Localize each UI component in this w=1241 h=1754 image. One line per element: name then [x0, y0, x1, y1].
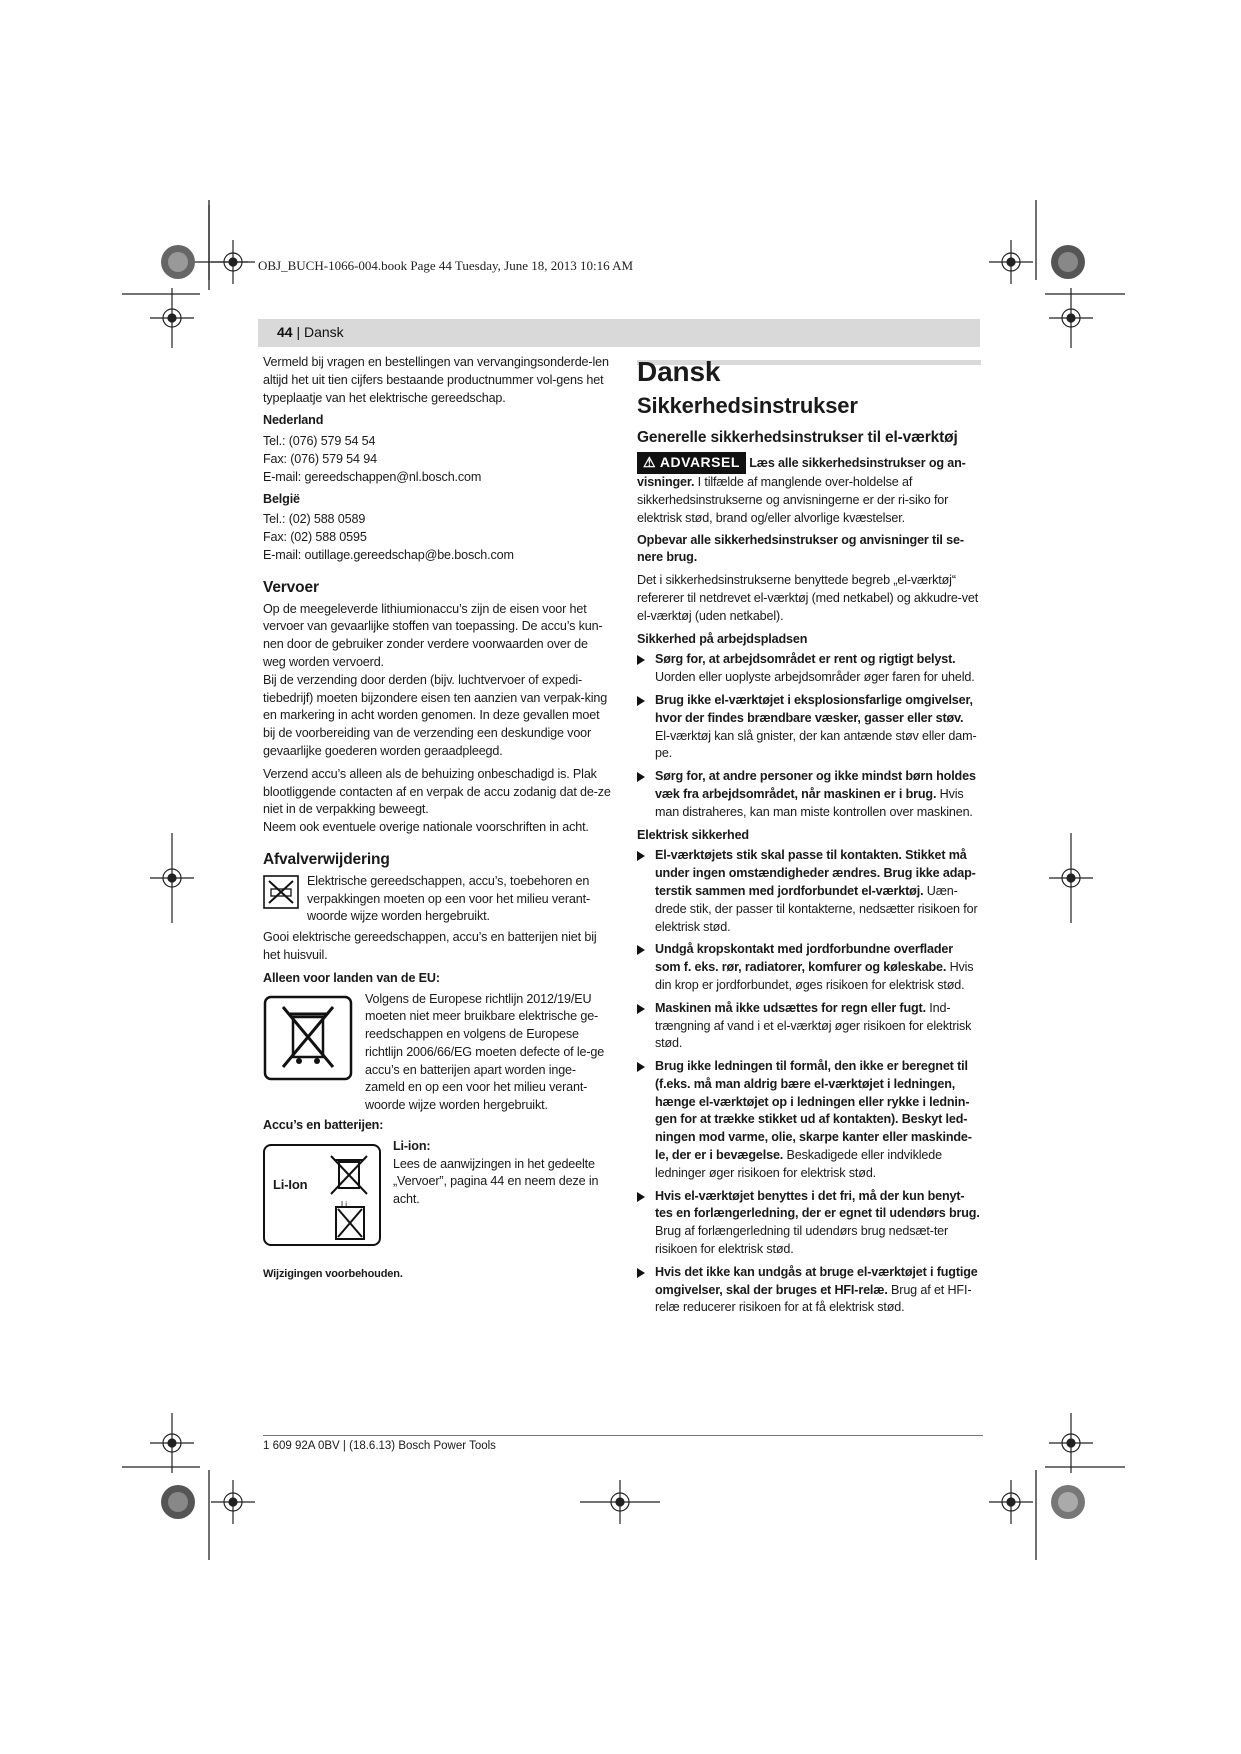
bullet-9-bold: Hvis det ikke kan undgås at bruge el-værktøjet i fugtige omgivelser, skal der bruges et HFI-relæ.: [655, 1264, 978, 1297]
nl-mail: E-mail: gereedschappen@nl.bosch.com: [263, 469, 482, 484]
vervoer-p4: Neem ook eventuele overige nationale voorschriften in acht.: [263, 820, 589, 835]
vervoer-p2: Bij de verzending door derden (bijv. luchtvervoer of expedi-tiebedrijf) moeten bijzondere eisen ten aanzien van verpak-king en markering in acht worden genomen. In deze gevallen moet bij de voorbereiding van de verzending een deskundige voor gevaarlijke goederen worden geraadpleegd.: [263, 672, 608, 758]
print-slug: OBJ_BUCH-1066-004.book Page 44 Tuesday, June 18, 2013 10:16 AM: [258, 258, 634, 273]
afval-title: Afvalverwijdering: [263, 850, 390, 868]
page-number: 44: [277, 324, 293, 340]
safety-title: Sikkerhedsinstrukser: [637, 392, 858, 418]
header-bar: [258, 319, 980, 347]
bullet-arrow-icon: [637, 772, 645, 782]
running-header: 44 | Dansk: [277, 324, 344, 340]
bullet-arrow-icon: [637, 1004, 645, 1014]
liion-title: Li-ion:: [393, 1138, 431, 1153]
footer-text: 1 609 92A 0BV | (18.6.13) Bosch Power Tools: [263, 1440, 496, 1452]
bullet-9-text: Brug af et HFI-relæ reducerer risikoen for at få elektrisk stød.: [655, 1282, 972, 1315]
bullet-arrow-icon: [637, 696, 645, 706]
be-fax: Fax: (02) 588 0595: [263, 530, 367, 545]
battery-bin-icon: [335, 1206, 365, 1240]
accu-title: Accu’s en batterijen:: [263, 1118, 384, 1133]
crossed-bin-icon: [263, 995, 353, 1081]
eu-title: Alleen voor landen van de EU:: [263, 970, 440, 985]
bullet-2-bold: Brug ikke el-værktøjet i eksplosionsfarlige omgivelser, hvor der findes brændbare væsker, gasser eller støv.: [655, 692, 973, 725]
bullet-4-bold: El-værktøjets stik skal passe til kontakten. Stikket må under ingen omstændigheder ændres. Brug ikke adap-terstik sammen med jordforbundet el-værktøj.: [655, 848, 976, 898]
bullet-arrow-icon: [637, 945, 645, 955]
vervoer-p3: Verzend accu’s alleen als de behuizing onbeschadigd is. Plak blootliggende contacten af en verpak de accu zodanig dat de-ze niet in de verpakking beweegt.: [263, 766, 611, 817]
electrical-safety-title: Elektrisk sikkerhed: [637, 827, 749, 842]
bullet-arrow-icon: [637, 655, 645, 665]
bullet-3-text: Hvis man distraheres, kan man miste kontrollen over maskinen.: [655, 786, 973, 819]
bullet-arrow-icon: [637, 1268, 645, 1278]
bullet-4-text: Uæn-drede stik, der passer til kontakterne, nedsætter risikoen for elektrisk stød.: [655, 883, 978, 934]
intro-text: Vermeld bij vragen en bestellingen van vervangingsonderde-len altijd het uit tien cijfers bestaande productnummer vol-gens het typeplaatje van het elektrische gereedschap.: [263, 355, 609, 405]
bullet-2-text: El-værktøj kan slå gnister, der kan antænde støv eller dam-pe.: [655, 728, 977, 761]
bullet-6: [637, 1000, 981, 1053]
bullet-7: [637, 1058, 981, 1183]
bullet-1-bold: Sørg for, at arbejdsområdet er rent og rigtigt belyst.: [655, 652, 956, 667]
bullet-4: [637, 847, 981, 936]
bullet-1-text: Uorden eller uoplyste arbejdsområder øger faren for uheld.: [655, 670, 975, 685]
bullet-8-bold: Hvis el-værktøjet benyttes i det fri, må der kun benyt-tes en forlængerledning, der er egnet til udendørs brug.: [655, 1188, 980, 1221]
vervoer-title: Vervoer: [263, 578, 319, 596]
vervoer-p1: Op de meegeleverde lithiumionaccu’s zijn de eisen voor het vervoer van gevaarlijke stoffen van toepassing. De accu’s kun-nen door de gebruiker zonder verdere voorwaarden over de weg worden vervoerd.: [263, 601, 603, 669]
liion-bin-icon: [327, 1152, 371, 1198]
bullet-arrow-icon: [637, 1192, 645, 1202]
bullet-3: [637, 768, 981, 821]
liion-text: Lees de aanwijzingen in het gedeelte „Vervoer”, pagina 44 en neem deze in acht.: [393, 1156, 599, 1207]
be-mail: E-mail: outillage.gereedschap@be.bosch.com: [263, 547, 514, 562]
term-definition: Det i sikkerhedsinstrukserne benyttede begreb „el-værktøj“ refererer til netdrevet el-værktøj (med netkabel) og akkudre-vet el-værktøj (uden netkabel).: [637, 573, 979, 623]
bullet-5-bold: Undgå kropskontakt med jordforbundne overflader som f. eks. rør, radiatorer, komfurer og køleskabe.: [655, 942, 954, 975]
bullet-7-text: Beskadigede eller indviklede ledninger øger risikoen for elektrisk stød.: [655, 1148, 942, 1180]
changes-note: Wijzigingen voorbehouden.: [263, 1267, 403, 1280]
be-tel: Tel.: (02) 588 0589: [263, 512, 366, 527]
afval-p1: Elektrische gereedschappen, accu’s, toebehoren en verpakkingen moeten op een voor het milieu verant-woorde wijze worden hergebruikt.: [307, 873, 591, 924]
warning-block: [637, 452, 981, 527]
left-column: [263, 354, 611, 1284]
bullet-5: [637, 941, 981, 994]
bullet-2: [637, 692, 981, 763]
keep-instructions: Opbevar alle sikkerhedsinstrukser og anvisninger til se-nere brug.: [637, 532, 964, 565]
lang-title: Dansk: [637, 356, 721, 387]
eu-text: Volgens de Europese richtlijn 2012/19/EU moeten niet meer bruikbare elektrische ge-reedschappen en volgens de Europese richtlijn 2006/66/EG moeten defecte of le-ge accu’s en batterijen apart worden inge-zameld en op een voor het milieu verant-woorde wijze worden hergebruikt.: [365, 991, 605, 1113]
bullet-8-text: Brug af forlængerledning til udendørs brug nedsæt-ter risikoen for elektrisk stød.: [655, 1224, 949, 1257]
be-title: België: [263, 491, 300, 506]
bullet-6-bold: Maskinen må ikke udsættes for regn eller fugt.: [655, 1000, 926, 1015]
right-column: [637, 356, 981, 1322]
section-name: Dansk: [304, 324, 344, 340]
bullet-5-text: Hvis din krop er jordforbundet, øges risikoen for elektrisk stød.: [655, 960, 974, 992]
nl-title: Nederland: [263, 413, 324, 428]
bullet-1: [637, 651, 981, 687]
warning-bold: Læs alle sikkerhedsinstrukser og an-visninger.: [637, 456, 966, 490]
bullet-6-text: Ind-trængning af vand i et el-værktøj øger risikoen for elektrisk stød.: [655, 1000, 972, 1051]
nl-fax: Fax: (076) 579 54 94: [263, 451, 377, 466]
bullet-7-bold: Brug ikke ledningen til formål, den ikke er beregnet til (f.eks. må man aldrig bære el-værktøjet i ledningen, hænge el-værktøjet op i ledningen eller rykke i lednin-gen for at trække stikket ud af kontakten). Beskyt led-ningen mod varme, olie, skarpe kanter eller maskinde-le, der er i bevægelse.: [655, 1059, 972, 1163]
nl-tel: Tel.: (076) 579 54 54: [263, 434, 376, 449]
afval-p2: Gooi elektrische gereedschappen, accu’s en batterijen niet bij het huisvuil.: [263, 930, 597, 962]
bullet-9: [637, 1264, 981, 1317]
liion-symbol: [263, 1144, 381, 1246]
recycle-tool-icon: [263, 875, 299, 909]
warning-badge: ⚠ ADVARSEL: [637, 452, 746, 474]
footer-rule: [263, 1435, 983, 1436]
bullet-arrow-icon: [637, 851, 645, 861]
general-safety-title: Generelle sikkerhedsinstrukser til el-værktøj: [637, 428, 958, 446]
bullet-3-bold: Sørg for, at andre personer og ikke mindst børn holdes væk fra arbejdsområdet, når maskinen er i brug.: [655, 769, 976, 801]
bullet-8: [637, 1188, 981, 1259]
li-small-label: Li: [341, 1199, 347, 1209]
bullet-arrow-icon: [637, 1062, 645, 1072]
warning-text: I tilfælde af manglende over-holdelse af sikkerhedsinstrukserne og anvisningerne er der ri-siko for elektrisk stød, brand og/eller alvorlige kvæstelser.: [637, 475, 949, 525]
warning-label: ADVARSEL: [659, 454, 740, 471]
work-area-title: Sikkerhed på arbejdspladsen: [637, 631, 808, 646]
liion-label: Li-Ion: [273, 1176, 308, 1192]
